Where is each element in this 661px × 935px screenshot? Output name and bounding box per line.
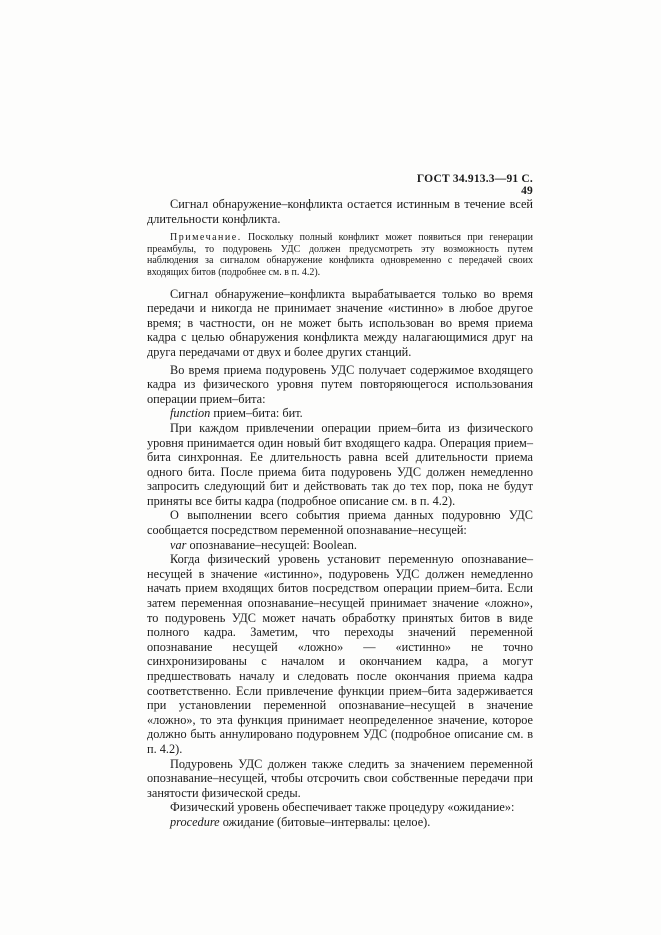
body-text — [147, 197, 533, 830]
decl-keyword-function: function — [170, 406, 211, 421]
decl-procedure-rest: ожидание (битовые–интервалы: целое). — [219, 814, 431, 829]
declaration-var — [147, 538, 533, 553]
page-header: ГОСТ 34.913.3—91 С. 49 — [416, 173, 533, 197]
paragraph-8: Физический уровень обеспечивает также процедуру «ожидание»: — [170, 800, 515, 815]
decl-function-rest: прием–бита: бит. — [210, 406, 303, 421]
note-block — [147, 232, 533, 278]
decl-var-rest: опознавание–несущей: Boolean. — [186, 537, 357, 552]
declaration-procedure — [147, 815, 533, 830]
paragraph-2: Сигнал обнаружение–конфликта вырабатывается только во время передачи и никогда не принимает значение «истинно» в любое другое время; в частности, он не может быть использован во время приема кадра с целью обнаружения конфликта между налагающимися друг на друга передачами от двух и более других станций. — [147, 286, 533, 359]
declaration-function — [147, 406, 533, 421]
paragraph-4: При каждом привлечении операции прием–бита из физического уровня принимается один новый бит входящего кадра. Операция прием–бита синхронная. Ее длительность равна всей длительности приема одного бита. После приема бита подуровень УДС должен немедленно запросить следующий бит и действовать так до тех пор, пока не будут приняты все биты кадра (подробное описание см. в п. 4.2). — [147, 420, 533, 508]
paragraph-5: О выполнении всего события приема данных подуровню УДС сообщается посредством переменной опознавание–несущей: — [147, 508, 533, 538]
paragraph-1: Сигнал обнаружение–конфликта остается истинным в течение всей длительности конфликта. — [147, 197, 533, 226]
decl-keyword-var: var — [170, 537, 187, 552]
note-text: Поскольку полный конфликт может появиться при генерации преамбулы, то подуровень УДС должен предусмотреть эту возможность путем наблюдения за сигналом обнаружение конфликта одновременно с передачей своих входящих битов (подробнее см. в п. 4.2). — [147, 232, 534, 278]
note-label: Примечание. — [170, 232, 242, 244]
decl-keyword-procedure: procedure — [170, 814, 220, 829]
paragraph-7: Подуровень УДС должен также следить за значением переменной опознавание–несущей, чтобы отсрочить свои собственные передачи при занятости физической среды. — [147, 756, 533, 800]
paragraph-3: Во время приема подуровень УДС получает содержимое входящего кадра из физического уровня путем повторяющегося использования операции прием–бита: — [147, 362, 533, 406]
paragraph-6: Когда физический уровень установит переменную опознавание–несущей в значение «истинно», подуровень УДС должен немедленно начать прием входящих битов посредством операции прием–бита. Если затем переменная опознавание–несущей принимает значение «ложно», то подуровень УДС может начать обработку принятых битов в виде полного кадра. Заметим, что переходы значений переменной опознавание несущей «ложно» — «истинно» не точно синхронизированы с началом и окончанием кадра, а могут предшествовать началу и следовать после окончания приема кадра соответственно. Если привлечение функции прием–бита задерживается при установлении переменной опознавание–несущей в значение «ложно», то эта функция принимает неопределенное значение, которое должно быть аннулировано подуровнем УДС (подробное описание см. в п. 4.2). — [147, 552, 533, 756]
